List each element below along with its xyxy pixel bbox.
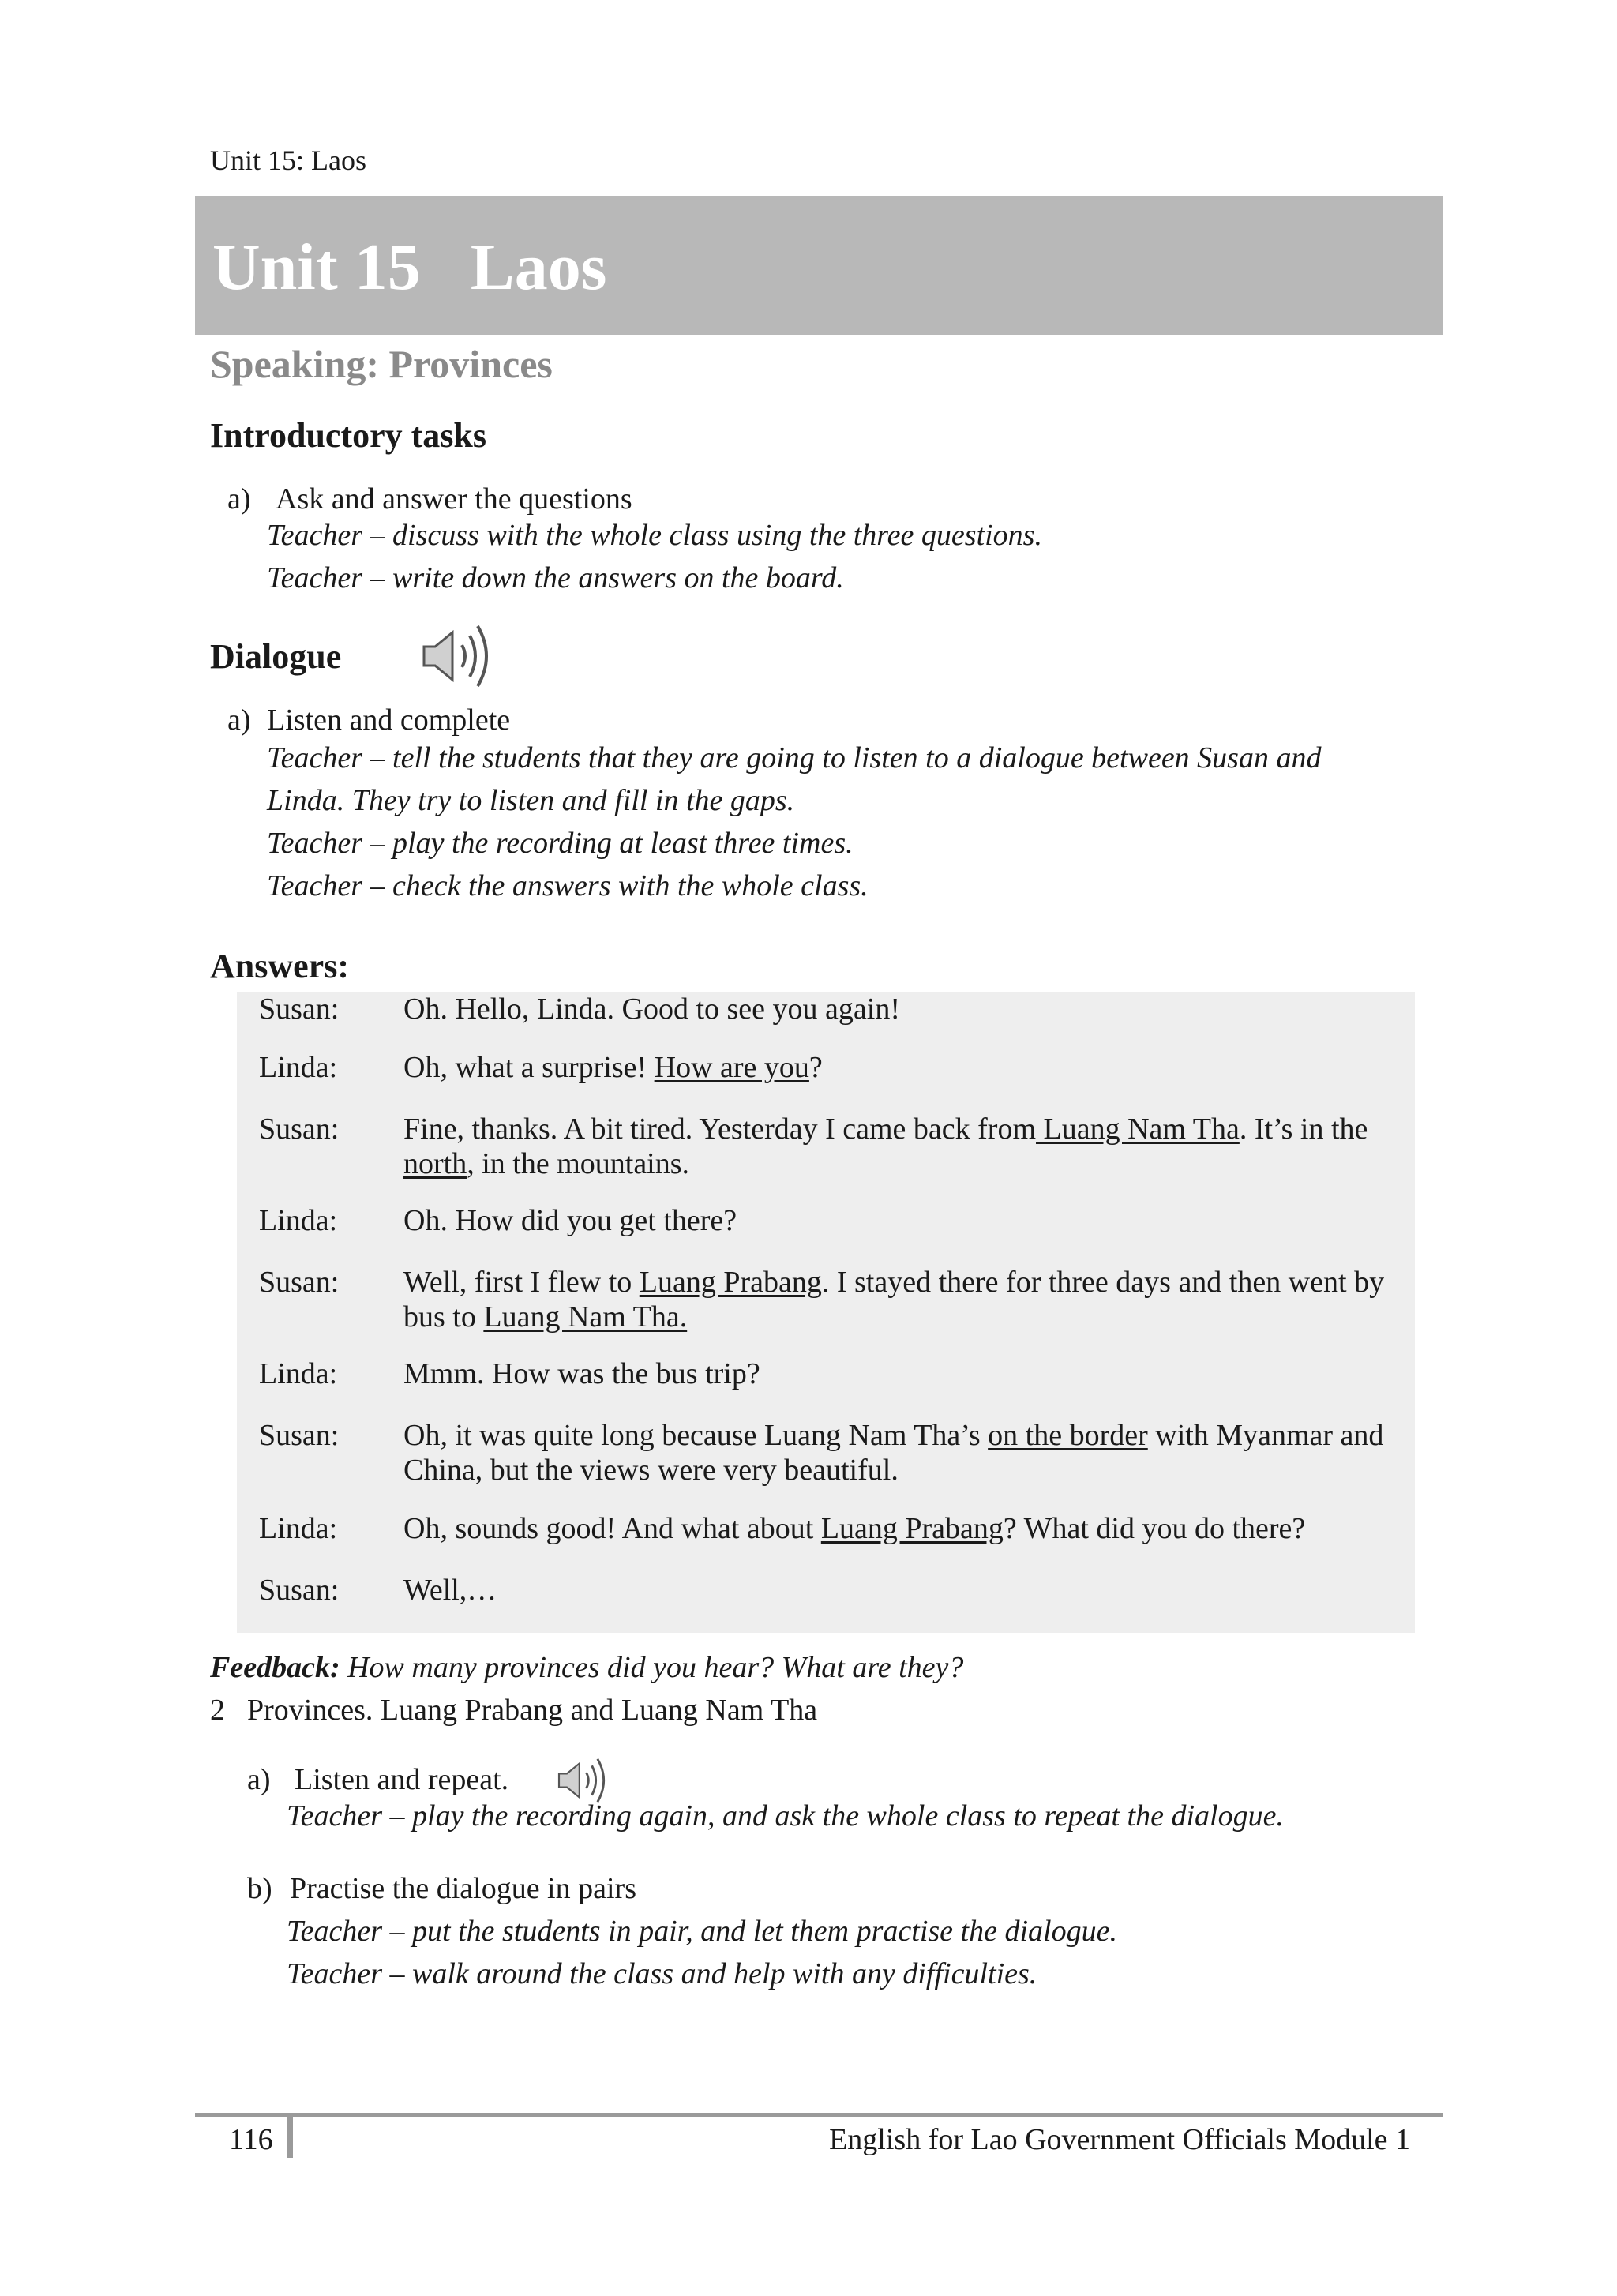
dialogue-segment: ? bbox=[808, 1051, 823, 1084]
dialogue-speaker: Linda: bbox=[259, 1357, 338, 1390]
dialogue-segment: Oh, sounds good! And what about bbox=[403, 1512, 821, 1545]
answers-box bbox=[237, 992, 1415, 1633]
dialogue-speaker: Linda: bbox=[259, 1204, 338, 1237]
speaker-icon[interactable] bbox=[421, 620, 500, 692]
running-head: Unit 15: Laos bbox=[210, 144, 366, 176]
dialogue-segment: with Myanmar and China, but the views were very beautiful. bbox=[403, 1419, 1384, 1487]
dialogue-segment: ? What did you do there? bbox=[1003, 1512, 1306, 1545]
dialogue-note: Teacher – check the answers with the whole class. bbox=[267, 869, 869, 902]
footer-divider bbox=[287, 2117, 293, 2158]
answer-gap: Luang Prabang bbox=[639, 1266, 822, 1299]
dialogue-text bbox=[403, 1573, 1408, 1608]
feedback-label: Feedback: bbox=[210, 1651, 340, 1684]
dialogue-text bbox=[403, 1203, 1408, 1238]
intro-item-a: Ask and answer the questions bbox=[276, 482, 632, 516]
dialogue-text bbox=[403, 1265, 1408, 1334]
practice-item-b-marker: b) bbox=[247, 1872, 272, 1905]
intro-note: Teacher – discuss with the whole class using the three questions. bbox=[267, 519, 1042, 552]
answer-gap: on the border bbox=[988, 1419, 1148, 1452]
practice-item-b-note: Teacher – put the students in pair, and let them practise the dialogue. bbox=[287, 1915, 1117, 1948]
feedback-question: How many provinces did you hear? What are they? bbox=[340, 1651, 964, 1684]
footer-title: English for Lao Government Officials Module 1 bbox=[829, 2123, 1410, 2156]
dialogue-speaker: Susan: bbox=[259, 1112, 340, 1146]
dialogue-segment: Fine, thanks. A bit tired. Yesterday I came back from bbox=[403, 1112, 1037, 1146]
dialogue-text bbox=[403, 1511, 1408, 1546]
answer-gap: How are you bbox=[654, 1051, 809, 1084]
intro-note: Teacher – write down the answers on the board. bbox=[267, 561, 844, 595]
footer-rule bbox=[195, 2113, 1443, 2117]
feedback-line bbox=[210, 1650, 963, 1685]
answer-gap: north bbox=[403, 1147, 467, 1180]
dialogue-segment: Oh. How did you get there? bbox=[403, 1204, 737, 1237]
practice-item-a-marker: a) bbox=[247, 1763, 271, 1796]
dialogue-note: Teacher – play the recording at least three times. bbox=[267, 827, 854, 860]
dialogue-speaker: Susan: bbox=[259, 992, 340, 1026]
intro-item-a-marker: a) bbox=[227, 482, 251, 516]
dialogue-speaker: Linda: bbox=[259, 1051, 338, 1084]
practice-item-b-note: Teacher – walk around the class and help with any difficulties. bbox=[287, 1957, 1037, 1990]
dialogue-speaker: Susan: bbox=[259, 1419, 340, 1452]
dialogue-speaker: Susan: bbox=[259, 1266, 340, 1299]
dialogue-segment: . I stayed there for three days and then went by bus to bbox=[403, 1266, 1385, 1334]
dialogue-segment: , in the mountains. bbox=[467, 1147, 690, 1180]
unit-banner bbox=[195, 196, 1443, 335]
dialogue-note: Teacher – tell the students that they are going to listen to a dialogue between Susan and bbox=[267, 741, 1322, 775]
practice-item-a: Listen and repeat. bbox=[295, 1763, 509, 1796]
practice-item-a-note: Teacher – play the recording again, and ask the whole class to repeat the dialogue. bbox=[287, 1799, 1284, 1833]
practice-item-b: Practise the dialogue in pairs bbox=[290, 1872, 636, 1905]
answers-heading: Answers: bbox=[210, 947, 349, 985]
dialogue-segment: Oh. Hello, Linda. Good to see you again! bbox=[403, 992, 900, 1026]
dialogue-segment: Well,… bbox=[403, 1574, 497, 1607]
dialogue-heading: Dialogue bbox=[210, 637, 342, 676]
dialogue-item-a-marker: a) bbox=[227, 703, 251, 737]
dialogue-segment: Mmm. How was the bus trip? bbox=[403, 1357, 760, 1390]
intro-heading: Introductory tasks bbox=[210, 416, 487, 455]
dialogue-text bbox=[403, 992, 1408, 1026]
unit-title: Unit 15 Laos bbox=[212, 231, 607, 304]
feedback-answer-number: 2 bbox=[210, 1694, 225, 1727]
dialogue-note: Linda. They try to listen and fill in the gaps. bbox=[267, 784, 795, 817]
answer-gap: Luang Nam Tha bbox=[1036, 1112, 1240, 1146]
dialogue-speaker: Susan: bbox=[259, 1574, 340, 1607]
answer-gap: Luang Nam Tha. bbox=[483, 1300, 688, 1334]
dialogue-text bbox=[403, 1050, 1408, 1085]
dialogue-text bbox=[403, 1356, 1408, 1391]
section-title: Speaking: Provinces bbox=[210, 342, 553, 386]
dialogue-speaker: Linda: bbox=[259, 1512, 338, 1545]
page-number: 116 bbox=[229, 2123, 273, 2156]
dialogue-segment: . It’s in the bbox=[1239, 1112, 1368, 1146]
dialogue-item-a: Listen and complete bbox=[267, 703, 511, 737]
dialogue-segment: Well, first I flew to bbox=[403, 1266, 640, 1299]
feedback-answer: Provinces. Luang Prabang and Luang Nam Tha bbox=[247, 1694, 818, 1727]
dialogue-segment: Oh, it was quite long because Luang Nam Tha’s bbox=[403, 1419, 989, 1452]
answer-gap: Luang Prabang bbox=[820, 1512, 1004, 1545]
dialogue-text bbox=[403, 1112, 1408, 1181]
dialogue-segment: Oh, what a surprise! bbox=[403, 1051, 655, 1084]
dialogue-text bbox=[403, 1418, 1408, 1488]
